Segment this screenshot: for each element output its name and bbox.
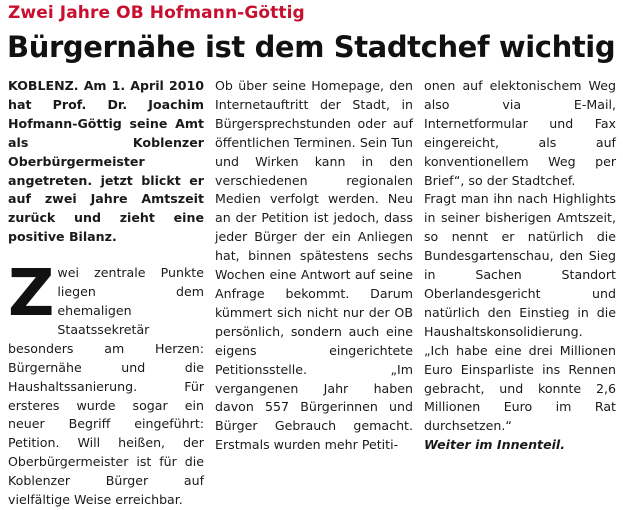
lead-location: KOBLENZ.	[8, 78, 79, 93]
lead-paragraph	[8, 77, 204, 247]
body-paragraph-5: „Ich habe eine drei Millionen Euro Einsparliste ins Rennen gebracht, und konnte 2,6 Millionen Euro im Rat durchsetzen.“	[424, 342, 616, 434]
body-paragraph-3: onen auf elektonischem Weg also via E-Mail, Internetformular und Fax eingereicht, als auf konventionellem Weg per Brief“, so der Stadtchef.	[424, 78, 616, 188]
continued-note: Weiter im Innenteil.	[424, 437, 566, 453]
column-3	[424, 77, 616, 455]
article-kicker: Zwei Jahre OB Hofmann-Göttig	[8, 3, 305, 23]
article-headline: Bürgernähe ist dem Stadtchef wichtig	[7, 30, 616, 64]
drop-cap: Z	[8, 257, 55, 332]
body-paragraph-2: Ob über seine Homepage, den Internetauftritt der Stadt, in Bürgersprechstunden oder auf öffentlichen Terminen. Sein Tun und Wirken kann in den verschiedenen regionalen Medien verfolgt werden. Neu an der Petition ist jedoch, dass jeder Bürger der ein Anliegen hat, binnen spätestens sechs Wochen eine Antwort auf seine Anfrage bekommt. Darum kümmert sich nicht nur der OB persönlich, sondern auch eine eigens eingerichtete Petitionsstelle. „Im vergangenen Jahr haben davon 557 Bürgerinnen und Bürger Gebrauch gemacht. Erstmals wurden mehr Petiti-	[215, 78, 413, 453]
column-2	[215, 77, 413, 455]
lead-text: Am 1. April 2010 hat Prof. Dr. Joachim Hofmann-Göttig seine Amt als Koblenzer Oberbürgermeister angetreten. jetzt blickt er auf zwei Jahre Amtszeit zurück und zieht eine positive Bilanz.	[8, 78, 204, 245]
body-paragraph-4: Fragt man ihn nach Highlights in seiner bisherigen Amtszeit, so nennt er natürlich die Bundesgartenschau, den Sieg in Sachen Standort Oberlandesgericht und natürlich den Einstieg in die Haushaltskonsolidierung.	[424, 191, 616, 339]
column-1	[8, 77, 204, 510]
body-paragraph-1-text: wei zentrale Punkte liegen dem ehemaligen Staatssekretär besonders am Herzen: Bürgernähe und die Haushaltssanierung. Für ersteres wurde sogar ein neuer Begriff eingeführt: Petition. Will heißen, der Oberbürgermeister ist für die Koblenzer Bürger auf vielfältige Weise erreichbar.	[8, 265, 204, 508]
body-paragraph-1	[8, 257, 204, 510]
